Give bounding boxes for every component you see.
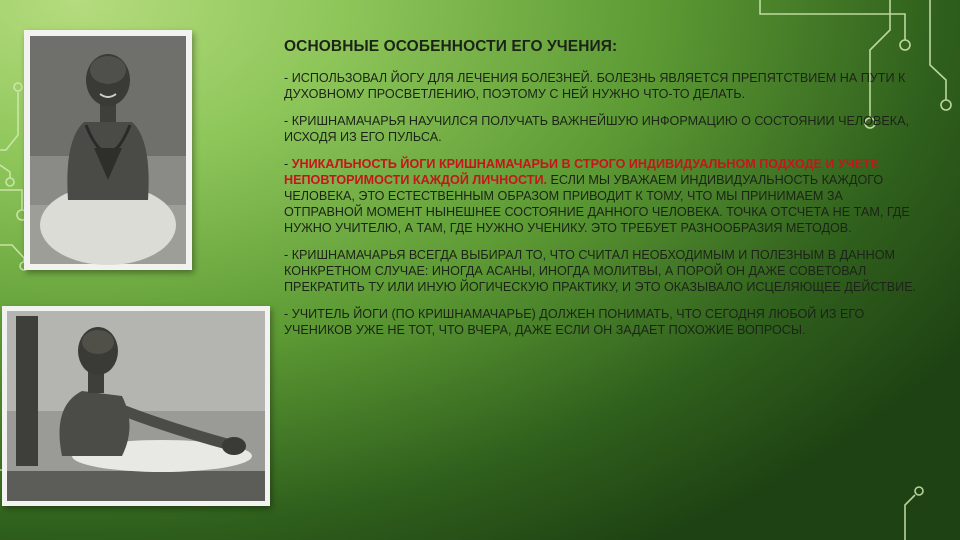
paragraph-prefix: - xyxy=(284,157,292,171)
paragraph-teacher xyxy=(284,306,924,338)
paragraph-text: - ИСПОЛЬЗОВАЛ ЙОГУ ДЛЯ ЛЕЧЕНИЯ БОЛЕЗНЕЙ. БОЛЕЗНЬ ЯВЛЯЕТСЯ ПРЕПЯТСТВИЕМ НА ПУТИ К ДУХОВНОМУ ПРОСВЕТЛЕНИЮ, ПОЭТОМУ С НЕЙ НУЖНО ЧТО-ТО ДЕЛАТЬ. xyxy=(284,71,906,101)
paragraph-text: ЕСЛИ МЫ УВАЖАЕМ ИНДИВИДУАЛЬНОСТЬ КАЖДОГО ЧЕЛОВЕКА, ЭТО ЕСТЕСТВЕННЫМ ОБРАЗОМ ПРИВОДИТ К ТОМУ, ЧТО МЫ ПРИНИМАЕМ ЗА ОТПРАВНОЙ МОМЕНТ НЫНЕШНЕЕ СОСТОЯНИЕ ДАННОГО ЧЕЛОВЕКА. ТОЧКА ОТСЧЕТА НЕ ТАМ, ГДЕ НУЖНО УЧИТЕЛЮ, А ТАМ, ГДЕ НУЖНО УЧЕНИКУ. ЭТО ТРЕБУЕТ РАЗНООБРАЗИЯ МЕТОДОВ. xyxy=(284,173,910,235)
paragraph-pulse xyxy=(284,113,924,145)
paragraph-text: - УЧИТЕЛЬ ЙОГИ (ПО КРИШНАМАЧАРЬЕ) ДОЛЖЕН ПОНИМАТЬ, ЧТО СЕГОДНЯ ЛЮБОЙ ИЗ ЕГО УЧЕНИКОВ УЖЕ НЕ ТОТ, ЧТО ВЧЕРА, ДАЖЕ ЕСЛИ ОН ЗАДАЕТ ПОХОЖИЕ ВОПРОСЫ. xyxy=(284,307,865,337)
asana-photo xyxy=(2,306,270,506)
paragraph-healing xyxy=(284,70,924,102)
paragraph-text: - КРИШНАМАЧАРЬЯ НАУЧИЛСЯ ПОЛУЧАТЬ ВАЖНЕЙШУЮ ИНФОРМАЦИЮ О СОСТОЯНИИ ЧЕЛОВЕКА, ИСХОДЯ ИЗ ЕГО ПУЛЬСА. xyxy=(284,114,909,144)
slide-content xyxy=(284,38,924,349)
paragraph-individual xyxy=(284,156,924,236)
slide-title: ОСНОВНЫЕ ОСОБЕННОСТИ ЕГО УЧЕНИЯ: xyxy=(284,38,618,55)
paragraph-text: - КРИШНАМАЧАРЬЯ ВСЕГДА ВЫБИРАЛ ТО, ЧТО СЧИТАЛ НЕОБХОДИМЫМ И ПОЛЕЗНЫМ В ДАННОМ КОНКРЕТНОМ СЛУЧАЕ: ИНОГДА АСАНЫ, ИНОГДА МОЛИТВЫ, А ПОРОЙ ОН ДАЖЕ СОВЕТОВАЛ ПРЕКРАТИТЬ ТУ ИЛИ ИНУЮ ЙОГИЧЕСКУЮ ПРАКТИКУ, И ЭТО ОКАЗЫВАЛО ИСЦЕЛЯЮЩЕЕ ДЕЙСТВИЕ. xyxy=(284,248,917,294)
portrait-photo xyxy=(24,30,192,270)
paragraph-choice xyxy=(284,247,924,295)
highlighted-text: УНИКАЛЬНОСТЬ ЙОГИ КРИШНАМАЧАРЬИ В СТРОГО ИНДИВИДУАЛЬНОМ ПОДХОДЕ И УЧЕТЕ НЕПОВТОРИМОСТИ КАЖДОЙ ЛИЧНОСТИ. xyxy=(284,157,880,187)
